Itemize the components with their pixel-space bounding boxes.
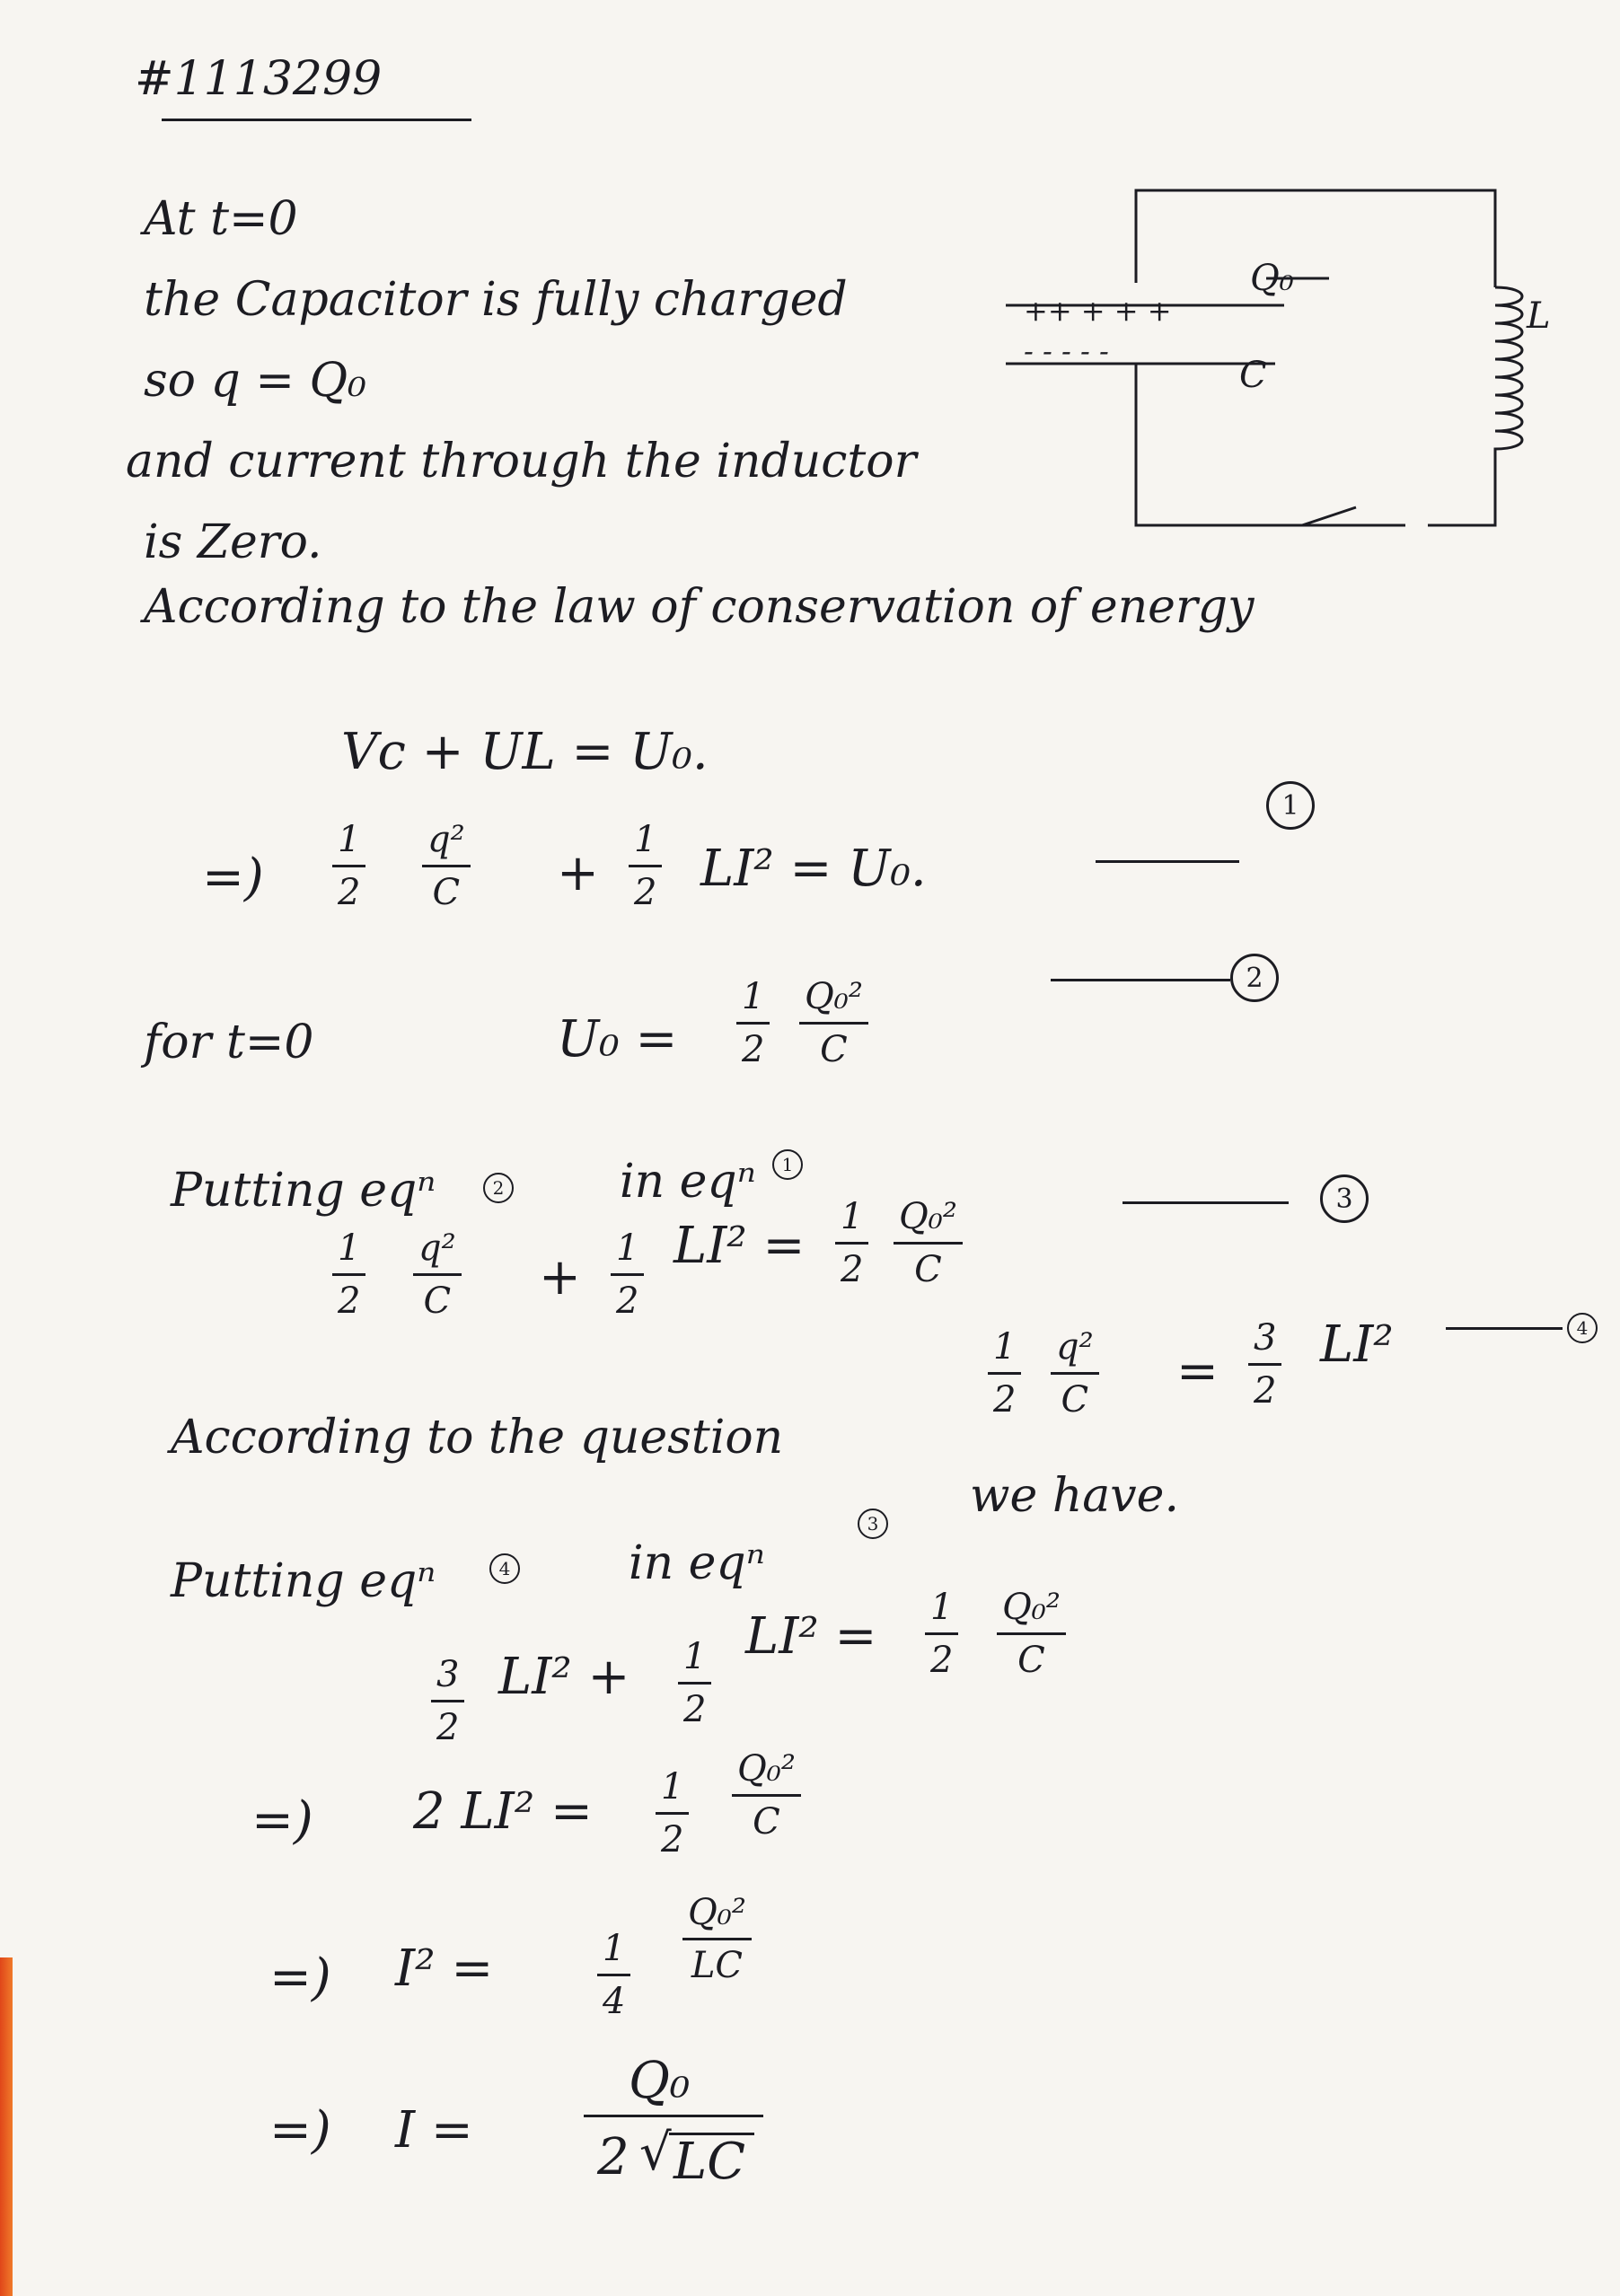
tag-line (1123, 1201, 1289, 1204)
implies-arrow: =) (269, 1949, 331, 2007)
fraction-q2-over-c: q² C (1051, 1329, 1099, 1418)
fraction-q0sq-over-c: Q₀² C (799, 979, 868, 1068)
equation-tag-3: 3 (1320, 1174, 1369, 1223)
fraction-half: 1 2 (988, 1329, 1021, 1418)
equation-ref: 1 (772, 1149, 803, 1180)
intro-line-1: At t=0 (144, 192, 298, 246)
equation-ref: 4 (489, 1553, 520, 1584)
fraction-quarter: 1 4 (597, 1931, 630, 2019)
result-den-lc: LC (674, 2133, 746, 2191)
putting-text: Putting eqⁿ (171, 1554, 436, 1608)
equation-ref: 3 (858, 1509, 888, 1539)
result-numerator: Q₀ (629, 2052, 691, 2110)
fraction-q2-over-c: q² C (422, 822, 471, 910)
intro-line-2: the Capacitor is fully charged (144, 273, 848, 327)
fraction-half: 1 2 (835, 1199, 868, 1288)
fraction-q0sq-over-c: Q₀² C (997, 1589, 1066, 1678)
implies-arrow: =) (202, 849, 264, 907)
fraction-three-halves: 3 2 (431, 1657, 464, 1746)
plus-sign: + (539, 1248, 581, 1306)
question-text: According to the question (171, 1411, 784, 1465)
step2-lhs: I² = (395, 1940, 494, 1998)
fraction-q0sq-over-lc: Q₀² LC (682, 1895, 752, 1984)
li2-eq-term: LI² = (745, 1607, 877, 1666)
intro-line-3: so q = Q₀ (144, 354, 366, 408)
inductor-label: L (1527, 295, 1551, 337)
equation-tag-2: 2 (1230, 954, 1279, 1002)
putting-text: Putting eqⁿ (171, 1164, 436, 1218)
li2-plus-term: LI² + (498, 1648, 630, 1706)
equation-tag-4: 4 (1567, 1313, 1598, 1343)
t0-label: for t=0 (144, 1016, 314, 1069)
plate-plus-charges: ++ + + + (1024, 294, 1172, 328)
equation-ref: 2 (483, 1173, 514, 1203)
fraction-half: 1 2 (611, 1230, 644, 1319)
li2-term: LI² = (674, 1217, 806, 1275)
fraction-half: 1 2 (736, 979, 770, 1068)
tag-line (1096, 860, 1239, 863)
question-id: #1113299 (135, 52, 383, 106)
li2-term: LI² = U₀. (700, 840, 927, 898)
tag-line (1051, 979, 1230, 981)
plate-minus-charges: - - - - - (1024, 334, 1109, 368)
fraction-q2-over-c: q² C (413, 1230, 462, 1319)
fraction-half: 1 2 (925, 1589, 958, 1678)
fraction-half: 1 2 (656, 1769, 689, 1858)
we-have-text: we have. (970, 1469, 1179, 1523)
in-text: in eqⁿ (629, 1536, 765, 1590)
intro-line-4: and current through the inductor (126, 435, 917, 488)
capacitor-label: C (1239, 355, 1267, 396)
fraction-three-halves: 3 2 (1248, 1320, 1281, 1409)
equals-sign: = (1176, 1342, 1219, 1401)
u0-lhs: U₀ = (557, 1010, 678, 1069)
implies-arrow: =) (251, 1791, 313, 1850)
charge-label: Q₀ (1250, 258, 1294, 299)
fraction-half: 1 2 (678, 1639, 711, 1728)
id-underline (162, 119, 471, 121)
equation-tag-1: 1 (1266, 781, 1315, 830)
plus-sign: + (557, 844, 599, 902)
step3-lhs: I = (395, 2101, 473, 2160)
result-den-two: 2 (597, 2128, 630, 2186)
sqrt-icon: √ (639, 2124, 672, 2182)
page-edge-strip (0, 1957, 13, 2296)
energy-statement: According to the law of conservation of energy (144, 580, 1255, 634)
energy-equation: Vc + UL = U₀. (341, 723, 709, 781)
fraction-q0sq-over-c: Q₀² C (732, 1751, 801, 1840)
fraction-half: 1 2 (332, 1230, 365, 1319)
result-fraction-bar (584, 2115, 763, 2117)
fraction-half: 1 2 (629, 822, 662, 910)
implies-arrow: =) (269, 2101, 331, 2160)
tag-line (1446, 1327, 1563, 1330)
fraction-half: 1 2 (332, 822, 365, 910)
fraction-q0sq-over-c: Q₀² C (894, 1199, 963, 1288)
li2-term: LI² (1320, 1315, 1394, 1374)
step1-lhs: 2 LI² = (413, 1782, 593, 1841)
in-text: in eqⁿ (620, 1155, 756, 1209)
intro-line-5: is Zero. (144, 515, 322, 569)
